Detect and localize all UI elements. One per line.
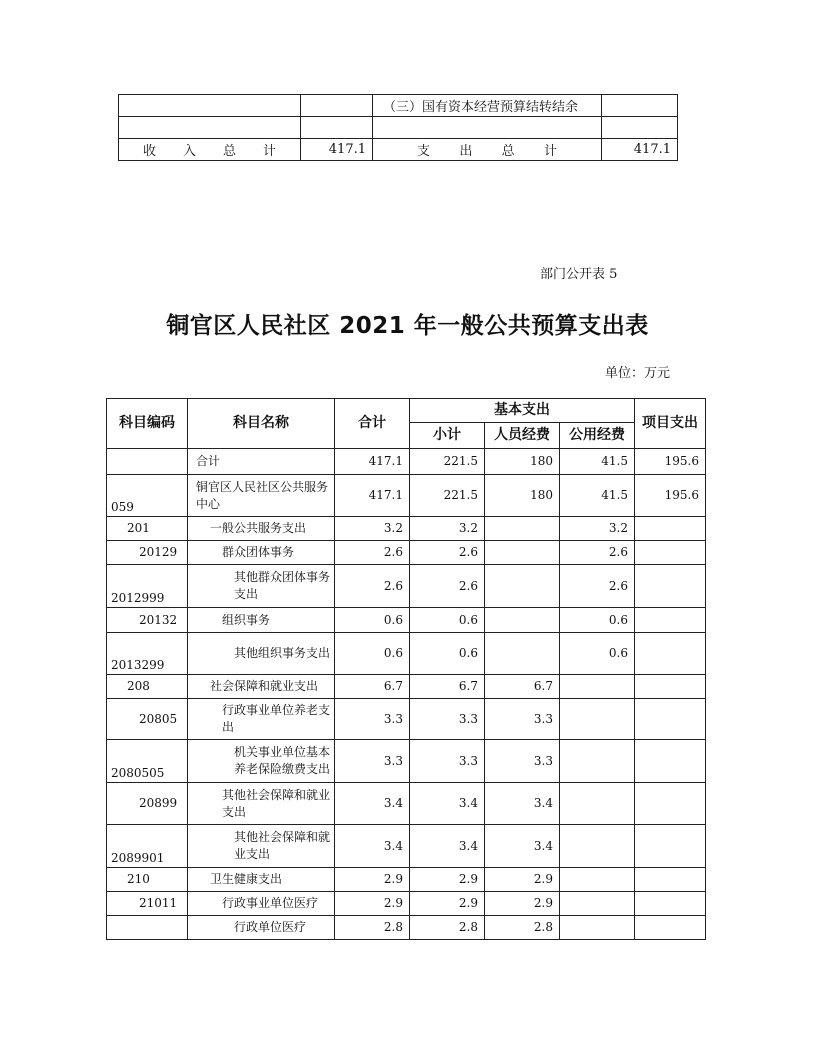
cell-code: 2013299 <box>107 633 188 675</box>
cell-public <box>560 740 635 783</box>
cell-subtotal: 221.5 <box>410 475 485 517</box>
cell-personnel <box>485 565 560 608</box>
cell-code: 208 <box>107 675 188 699</box>
cell-subtotal: 2.6 <box>410 565 485 608</box>
cell: （三）国有资本经营预算结转结余 <box>373 95 602 117</box>
cell-total: 2.6 <box>335 565 410 608</box>
cell-personnel: 180 <box>485 449 560 475</box>
cell-personnel: 3.3 <box>485 740 560 783</box>
cell-subtotal: 3.3 <box>410 699 485 740</box>
table-row <box>107 783 706 825</box>
cell-subtotal: 0.6 <box>410 608 485 633</box>
income-expense-summary-table <box>118 94 678 161</box>
cell-code: 20899 <box>107 783 188 825</box>
table-row <box>107 608 706 633</box>
cell-total: 3.3 <box>335 699 410 740</box>
cell-personnel: 180 <box>485 475 560 517</box>
cell-personnel <box>485 608 560 633</box>
cell-code: 059 <box>107 475 188 517</box>
cell-total: 3.3 <box>335 740 410 783</box>
cell-project <box>635 868 706 892</box>
expense-total-value: 417.1 <box>602 139 678 161</box>
header-basic: 基本支出 <box>410 399 635 423</box>
table-row <box>107 475 706 517</box>
cell-personnel: 2.9 <box>485 868 560 892</box>
cell-total: 6.7 <box>335 675 410 699</box>
cell-name: 其他群众团体事务支出 <box>188 565 335 608</box>
cell-code <box>107 916 188 940</box>
cell-name: 合计 <box>188 449 335 475</box>
cell-personnel: 3.3 <box>485 699 560 740</box>
cell-personnel <box>485 633 560 675</box>
cell-name: 组织事务 <box>188 608 335 633</box>
cell-code: 20132 <box>107 608 188 633</box>
cell-subtotal: 221.5 <box>410 449 485 475</box>
cell-project <box>635 541 706 565</box>
cell-public <box>560 699 635 740</box>
header-personnel: 人员经费 <box>485 423 560 449</box>
cell-code: 2012999 <box>107 565 188 608</box>
cell-project <box>635 892 706 916</box>
cell-subtotal: 3.4 <box>410 783 485 825</box>
cell-public: 3.2 <box>560 517 635 541</box>
table-row <box>107 868 706 892</box>
cell-code: 20805 <box>107 699 188 740</box>
cell-name: 其他社会保障和就业支出 <box>188 825 335 868</box>
cell-public <box>560 783 635 825</box>
cell-name: 行政事业单位医疗 <box>188 892 335 916</box>
cell-total: 2.6 <box>335 541 410 565</box>
table-row <box>107 892 706 916</box>
cell-personnel: 2.8 <box>485 916 560 940</box>
cell-name: 一般公共服务支出 <box>188 517 335 541</box>
table-row <box>107 675 706 699</box>
cell-project <box>635 740 706 783</box>
cell-total: 2.9 <box>335 892 410 916</box>
cell-total: 0.6 <box>335 608 410 633</box>
cell-project <box>635 916 706 940</box>
cell-total: 0.6 <box>335 633 410 675</box>
table-row <box>119 117 678 139</box>
table-row <box>119 95 678 117</box>
cell <box>119 95 301 117</box>
cell-public: 0.6 <box>560 608 635 633</box>
header-public: 公用经费 <box>560 423 635 449</box>
cell-total: 417.1 <box>335 449 410 475</box>
table-row <box>107 517 706 541</box>
cell-subtotal: 2.9 <box>410 868 485 892</box>
cell-name: 群众团体事务 <box>188 541 335 565</box>
table-row <box>107 740 706 783</box>
cell-name: 其他组织事务支出 <box>188 633 335 675</box>
cell-total: 2.8 <box>335 916 410 940</box>
cell <box>602 95 678 117</box>
budget-expenditure-table <box>106 398 706 940</box>
cell-public: 41.5 <box>560 475 635 517</box>
income-total-label: 收 入 总 计 <box>119 139 301 161</box>
cell-name: 其他社会保障和就业支出 <box>188 783 335 825</box>
cell-personnel: 6.7 <box>485 675 560 699</box>
cell-code: 20129 <box>107 541 188 565</box>
cell-subtotal: 2.8 <box>410 916 485 940</box>
header-subtotal: 小计 <box>410 423 485 449</box>
cell-code: 210 <box>107 868 188 892</box>
cell-personnel: 2.9 <box>485 892 560 916</box>
cell <box>301 117 373 139</box>
cell-public: 2.6 <box>560 565 635 608</box>
header-total: 合计 <box>335 399 410 449</box>
cell-public <box>560 892 635 916</box>
cell-total: 3.4 <box>335 825 410 868</box>
header-row <box>107 399 706 423</box>
table-row <box>107 565 706 608</box>
cell-public <box>560 868 635 892</box>
cell-name: 卫生健康支出 <box>188 868 335 892</box>
table-row <box>107 633 706 675</box>
cell <box>119 117 301 139</box>
cell-code: 2089901 <box>107 825 188 868</box>
table-row <box>107 825 706 868</box>
cell-project <box>635 825 706 868</box>
cell-subtotal: 3.4 <box>410 825 485 868</box>
cell-project: 195.6 <box>635 449 706 475</box>
cell-public <box>560 675 635 699</box>
cell-total: 3.4 <box>335 783 410 825</box>
cell-public <box>560 916 635 940</box>
cell-project <box>635 675 706 699</box>
total-row <box>119 139 678 161</box>
cell-name: 行政单位医疗 <box>188 916 335 940</box>
cell-public: 0.6 <box>560 633 635 675</box>
table-row <box>107 699 706 740</box>
cell-code: 21011 <box>107 892 188 916</box>
cell-project <box>635 565 706 608</box>
cell-subtotal: 2.9 <box>410 892 485 916</box>
cell-subtotal: 3.3 <box>410 740 485 783</box>
cell-public <box>560 825 635 868</box>
cell-public: 41.5 <box>560 449 635 475</box>
cell-personnel <box>485 541 560 565</box>
cell-total: 417.1 <box>335 475 410 517</box>
cell-total: 2.9 <box>335 868 410 892</box>
cell-project <box>635 699 706 740</box>
cell-name: 行政事业单位养老支出 <box>188 699 335 740</box>
header-project: 项目支出 <box>635 399 706 449</box>
table-number: 部门公开表 5 <box>540 267 618 282</box>
income-total-value: 417.1 <box>301 139 373 161</box>
cell-code: 201 <box>107 517 188 541</box>
cell <box>301 95 373 117</box>
cell-project <box>635 783 706 825</box>
cell-name: 铜官区人民社区公共服务中心 <box>188 475 335 517</box>
cell-name: 机关事业单位基本养老保险缴费支出 <box>188 740 335 783</box>
cell-public: 2.6 <box>560 541 635 565</box>
cell-subtotal: 0.6 <box>410 633 485 675</box>
cell-code <box>107 449 188 475</box>
cell-personnel <box>485 517 560 541</box>
cell-project <box>635 633 706 675</box>
header-name: 科目名称 <box>188 399 335 449</box>
header-code: 科目编码 <box>107 399 188 449</box>
cell-code: 2080505 <box>107 740 188 783</box>
cell-subtotal: 3.2 <box>410 517 485 541</box>
cell-total: 3.2 <box>335 517 410 541</box>
cell-project <box>635 608 706 633</box>
unit-label: 单位：万元 <box>605 366 671 381</box>
cell <box>602 117 678 139</box>
table-row <box>107 541 706 565</box>
page-title: 铜官区人民社区 2021 年一般公共预算支出表 <box>166 313 649 339</box>
cell <box>373 117 602 139</box>
table-row <box>107 449 706 475</box>
cell-project <box>635 517 706 541</box>
cell-subtotal: 6.7 <box>410 675 485 699</box>
cell-personnel: 3.4 <box>485 825 560 868</box>
cell-subtotal: 2.6 <box>410 541 485 565</box>
cell-name: 社会保障和就业支出 <box>188 675 335 699</box>
table-row <box>107 916 706 940</box>
cell-personnel: 3.4 <box>485 783 560 825</box>
cell-project: 195.6 <box>635 475 706 517</box>
expense-total-label: 支 出 总 计 <box>373 139 602 161</box>
